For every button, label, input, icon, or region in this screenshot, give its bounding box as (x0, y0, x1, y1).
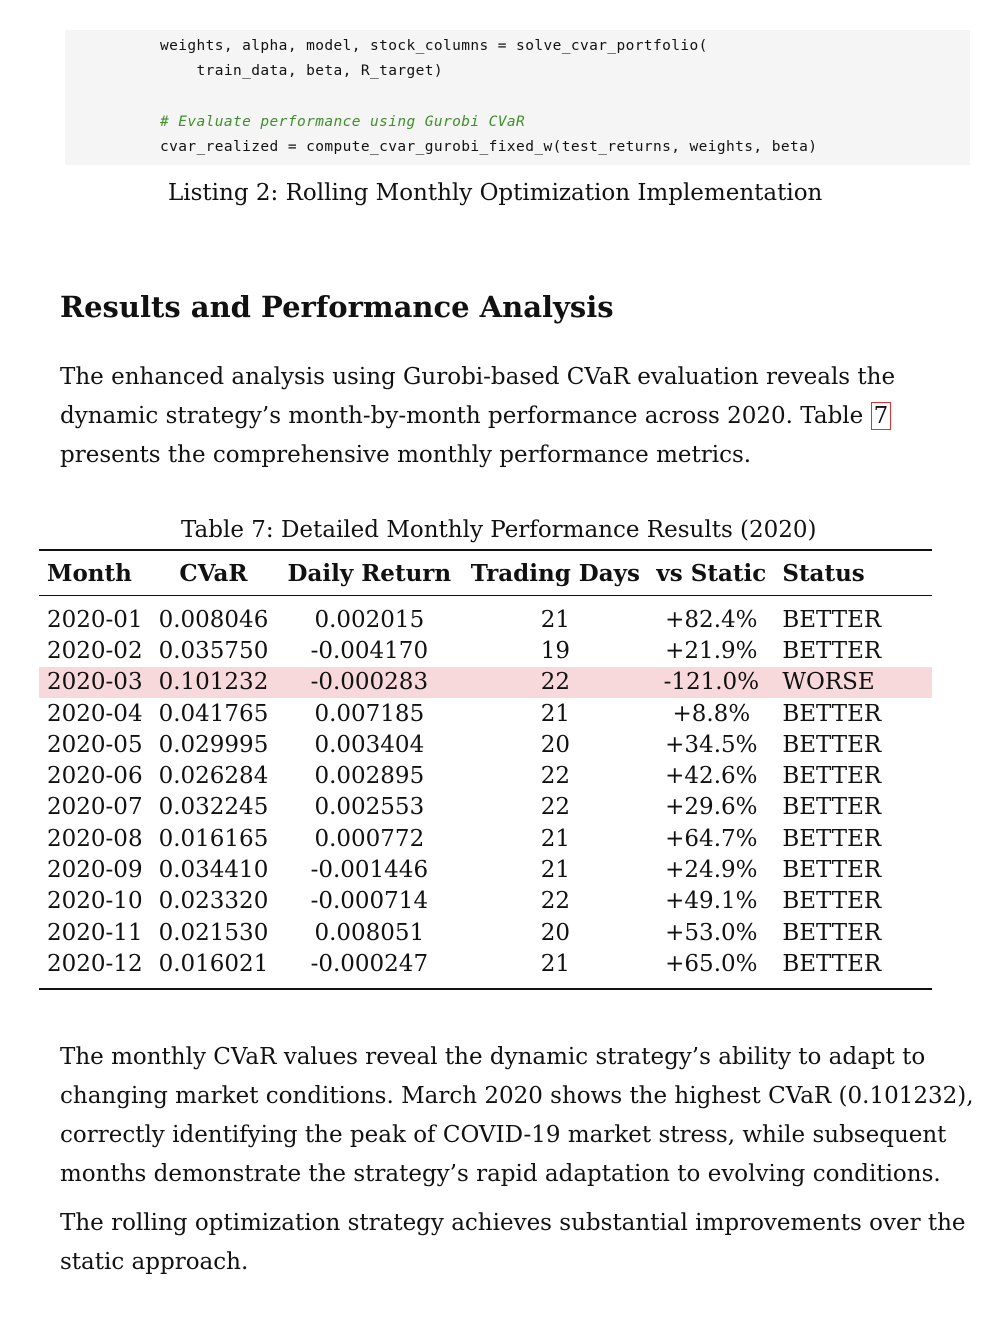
cell-status: BETTER (782, 700, 882, 727)
cell-cvar: 0.034410 (158, 857, 269, 884)
cell-month: 2020-11 (47, 919, 143, 946)
cell-vs-static: +8.8% (672, 700, 751, 727)
cell-status: BETTER (782, 919, 882, 946)
cell-status: BETTER (782, 825, 882, 852)
intro-text-end: presents the comprehensive monthly performance metrics. (60, 442, 752, 468)
cell-cvar: 0.021530 (158, 919, 269, 946)
cell-month: 2020-07 (47, 794, 143, 821)
cell-month: 2020-12 (47, 950, 143, 977)
column-header-month: Month (39, 550, 151, 596)
cell-daily-return: 0.000772 (314, 825, 425, 852)
table-row (39, 823, 932, 854)
table-row (39, 948, 932, 988)
cell-daily-return: -0.000247 (310, 950, 429, 977)
cell-status: BETTER (782, 606, 882, 633)
cell-cvar: 0.032245 (158, 794, 269, 821)
code-listing (65, 30, 970, 165)
cell-trading-days: 21 (540, 857, 570, 884)
cell-month: 2020-01 (47, 606, 143, 633)
cell-trading-days: 22 (540, 794, 570, 821)
cell-trading-days: 21 (540, 700, 570, 727)
table-header-row (39, 550, 932, 596)
code-comment: # Evaluate performance using Gurobi CVaR (160, 114, 526, 130)
table-reference-link[interactable]: 7 (871, 402, 892, 430)
cell-trading-days: 20 (540, 919, 570, 946)
cell-cvar: 0.016021 (158, 950, 269, 977)
cell-daily-return: 0.002553 (314, 794, 425, 821)
conclusion-paragraph: The rolling optimization strategy achieves substantial improvements over the static approach. (60, 1210, 966, 1275)
listing-caption: Listing 2: Rolling Monthly Optimization Implementation (168, 180, 823, 206)
cell-status: BETTER (782, 888, 882, 915)
cell-vs-static: +21.9% (665, 637, 758, 664)
cell-trading-days: 19 (540, 637, 570, 664)
cell-month: 2020-06 (47, 763, 143, 790)
table-row (39, 635, 932, 666)
cell-trading-days: 21 (540, 950, 570, 977)
cell-trading-days: 22 (540, 763, 570, 790)
cell-cvar: 0.008046 (158, 606, 269, 633)
table-caption: Table 7: Detailed Monthly Performance Results (2020) (181, 517, 817, 543)
cell-cvar: 0.035750 (158, 637, 269, 664)
cell-status: BETTER (782, 794, 882, 821)
code-line: weights, alpha, model, stock_columns = solve_cvar_portfolio( (160, 38, 708, 54)
results-table (39, 549, 932, 990)
cell-vs-static: +49.1% (665, 888, 758, 915)
cell-vs-static: -121.0% (648, 667, 774, 698)
cell-trading-days: 21 (540, 825, 570, 852)
cell-vs-static: +53.0% (665, 919, 758, 946)
cell-daily-return: 0.008051 (314, 919, 425, 946)
table-row (39, 667, 932, 698)
cell-cvar: 0.023320 (158, 888, 269, 915)
cell-status: BETTER (782, 763, 882, 790)
cell-cvar: 0.029995 (158, 731, 269, 758)
table-row (39, 886, 932, 917)
cell-daily-return: 0.002895 (314, 763, 425, 790)
cell-status: BETTER (782, 950, 882, 977)
cell-cvar: 0.026284 (158, 763, 269, 790)
cell-daily-return: 0.003404 (314, 731, 425, 758)
cell-month: 2020-10 (47, 888, 143, 915)
cell-daily-return: -0.000714 (310, 888, 429, 915)
cell-vs-static: +24.9% (665, 857, 758, 884)
cell-daily-return: -0.004170 (310, 637, 429, 664)
cell-daily-return: -0.000283 (276, 667, 462, 698)
cell-vs-static: +42.6% (665, 763, 758, 790)
table-row (39, 854, 932, 885)
cell-trading-days: 22 (540, 888, 570, 915)
analysis-paragraph: The monthly CVaR values reveal the dynamic strategy’s ability to adapt to changing market conditions. March 2020 shows the highest CVaR (0.101232), correctly identifying the peak of COVID-19 market stress, while subsequent months demonstrate the strategy’s rapid adaptation to evolving conditions. (60, 1044, 974, 1187)
cell-vs-static: +64.7% (665, 825, 758, 852)
table-row (39, 760, 932, 791)
cell-cvar: 0.101232 (151, 667, 277, 698)
cell-daily-return: 0.002015 (314, 606, 425, 633)
table-row (39, 917, 932, 948)
cell-month: 2020-03 (39, 667, 151, 698)
cell-status: WORSE (774, 667, 932, 698)
column-header-trading-days: Trading Days (462, 550, 648, 596)
code-line: train_data, beta, R_target) (160, 63, 444, 79)
cell-month: 2020-05 (47, 731, 143, 758)
cell-vs-static: +29.6% (665, 794, 758, 821)
table-row (39, 596, 932, 636)
table-row (39, 792, 932, 823)
cell-vs-static: +34.5% (665, 731, 758, 758)
cell-trading-days: 20 (540, 731, 570, 758)
code-line: cvar_realized = compute_cvar_gurobi_fixed_w(test_returns, weights, beta) (160, 139, 818, 155)
cell-status: BETTER (782, 857, 882, 884)
cell-trading-days: 22 (462, 667, 648, 698)
intro-paragraph (60, 358, 975, 475)
column-header-cvar: CVaR (151, 550, 277, 596)
table-row (39, 729, 932, 760)
column-header-vs-static: vs Static (648, 550, 774, 596)
cell-trading-days: 21 (540, 606, 570, 633)
cell-month: 2020-04 (47, 700, 143, 727)
cell-cvar: 0.041765 (158, 700, 269, 727)
cell-month: 2020-08 (47, 825, 143, 852)
cell-status: BETTER (782, 637, 882, 664)
table-row (39, 698, 932, 729)
column-header-daily-return: Daily Return (276, 550, 462, 596)
cell-vs-static: +82.4% (665, 606, 758, 633)
cell-status: BETTER (782, 731, 882, 758)
cell-month: 2020-09 (47, 857, 143, 884)
cell-daily-return: 0.007185 (314, 700, 425, 727)
table-body (39, 596, 932, 989)
cell-daily-return: -0.001446 (310, 857, 429, 884)
section-title: Results and Performance Analysis (60, 290, 614, 324)
cell-cvar: 0.016165 (158, 825, 269, 852)
intro-text-start: The enhanced analysis using Gurobi-based CVaR evaluation reveals the dynamic strategy’s month-by-month performance across 2020. Table (60, 364, 896, 429)
column-header-status: Status (774, 550, 932, 596)
cell-month: 2020-02 (47, 637, 143, 664)
cell-vs-static: +65.0% (665, 950, 758, 977)
